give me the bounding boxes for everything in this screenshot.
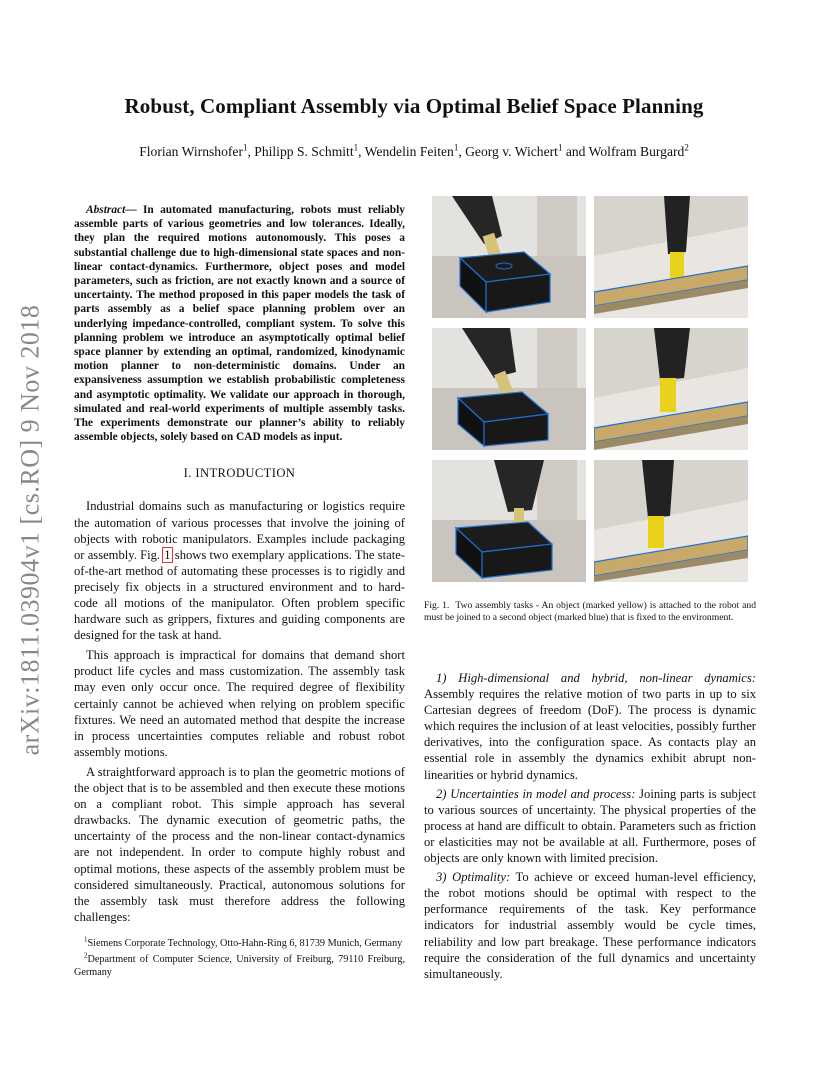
intro-paragraph-3: A straightforward approach is to plan the geometric motions of the object that is to be assembled and then execute these motions on a compliant robot. This simple approach has several drawbacks. The dynamic execution of geometric paths, the uncertainty of the process and the non-linear contact-dynamics are not independent. In order to compute highly robust and optimal motions, these aspects of the assembly problem must be considered simultaneously. Practical, autonomous solutions for the assembly task must therefore address the following challenges: (74, 764, 405, 924)
section-heading: I. INTRODUCTION (183, 466, 296, 481)
challenge-paragraph: 3) Optimality: To achieve or exceed human-level efficiency, the robot motions should be optimal with respect to the performance requirements of the task. Key performance indicators for industrial assembly would be cycle times, reliability and low part breakage. These performance indicators require the consideration of the full dynamics and uncertainty simultaneously. (424, 870, 756, 981)
figure-caption-text: Two assembly tasks - An object (marked yellow) is attached to the robot and must be joined to a second object (marked blue) that is fixed to the environment. (424, 600, 756, 623)
author: Florian Wirnshofer$^1$, (139, 142, 255, 159)
author: Georg v. Wichert$^1$ and (465, 142, 589, 159)
challenge-paragraph: 1) High-dimensional and hybrid, non-linear dynamics: Assembly requires the relative motion of two parts in up to six Cartesian degrees of freedom (DoF). The process is dynamic which requires the inclusion of at least velocities, possibly further derivatives, into the configuration space. As contacts play an essential role in assembly the dynamics exhibit abrupt non-linearities or hybrid dynamics. (424, 671, 756, 782)
paper-title: Robust, Compliant Assembly via Optimal Belief Space Planning (124, 94, 704, 118)
photo-rail-task-step-2 (594, 328, 748, 450)
footnotes (74, 935, 405, 982)
left-column (74, 203, 405, 929)
figure-1-photo-grid (432, 196, 756, 584)
right-column-text (424, 670, 756, 985)
arxiv-identifier: arXiv:1811.03904v1 [cs.RO] 9 Nov 2018 (15, 304, 45, 756)
author: Wolfram Burgard$^2$ (588, 142, 689, 159)
challenge-paragraph: 2) Uncertainties in model and process: Joining parts is subject to various sources of uncertainty. The physical properties of the process at hand are difficult to obtain. Parameters such as friction or elasticities may not be available at all. Furthermore, poses of objects are only known with limited precision. (424, 786, 756, 866)
author-list (0, 144, 828, 160)
figure-reference-link[interactable]: 1 (164, 547, 171, 562)
intro-paragraph-1: Industrial domains such as manufacturing or logistics require the automation of various processes that involve the joining of objects with robotic manipulators. Examples include packaging or assembly. Fig. 1 shows two exemplary applications. The state-of-the-art method of automating these processes is to rigidly and precisely fix objects in a structured environment and to hard-code all motions of the manipulator. Often problem specific hardware such as grippers, fixtures and guiding components are designed for the task at hand. (74, 499, 405, 643)
photo-box-task-step-3 (432, 460, 586, 582)
photo-box-task-step-1 (432, 196, 586, 318)
author: Wendelin Feiten$^1$, (364, 142, 466, 159)
author: Philipp S. Schmitt$^1$, (254, 142, 365, 159)
footnote: $^1$Siemens Corporate Technology, Otto-Hahn-Ring 6, 81739 Munich, Germany (84, 935, 403, 949)
abstract-lead: Abstract (86, 204, 126, 216)
photo-rail-task-step-1 (594, 196, 748, 318)
photo-box-task-step-2 (432, 328, 586, 450)
figure-label: Fig. 1. (424, 600, 450, 611)
footnote: $^2$Department of Computer Science, University of Freiburg, 79110 Freiburg, Germany (74, 951, 405, 978)
abstract-text: — In automated manufacturing, robots must reliably assemble parts of various geometries and low tolerances. Ideally, they plan the required motions autonomously. This poses a substantial challenge due to high-dimensional state spaces and non-linear contact-dynamics. Furthermore, object poses and model parameters, such as friction, are not exactly known and a source of uncertainty. The method proposed in this paper models the task of parts assembly as a belief space planning problem over an underlying impedance-controlled, compliant system. To solve this planning problem we introduce an asymptotically optimal belief space planner by extending an optimal, randomized, kinodynamic motion planner to non-deterministic domains. Under an expansiveness assumption we establish probabilistic completeness and asymptotic optimality. We validate our approach in thorough, simulated and real-world experiments of multiple assembly tasks. The experiments demonstrate our planner’s ability to reliably assemble objects, solely based on CAD models as input. (74, 204, 405, 444)
abstract (74, 203, 405, 444)
figure-1-caption (424, 600, 756, 624)
intro-paragraph-2: This approach is impractical for domains that demand short product life cycles and mass customization. The assembly task may even only occur once. The required degree of flexibility certainly cannot be achieved when relying on problem specific fixtures. We need an automated method that despite the increase in process uncertainties computes reliable and robust robot assembly motions. (74, 648, 405, 759)
photo-rail-task-step-3 (594, 460, 748, 582)
